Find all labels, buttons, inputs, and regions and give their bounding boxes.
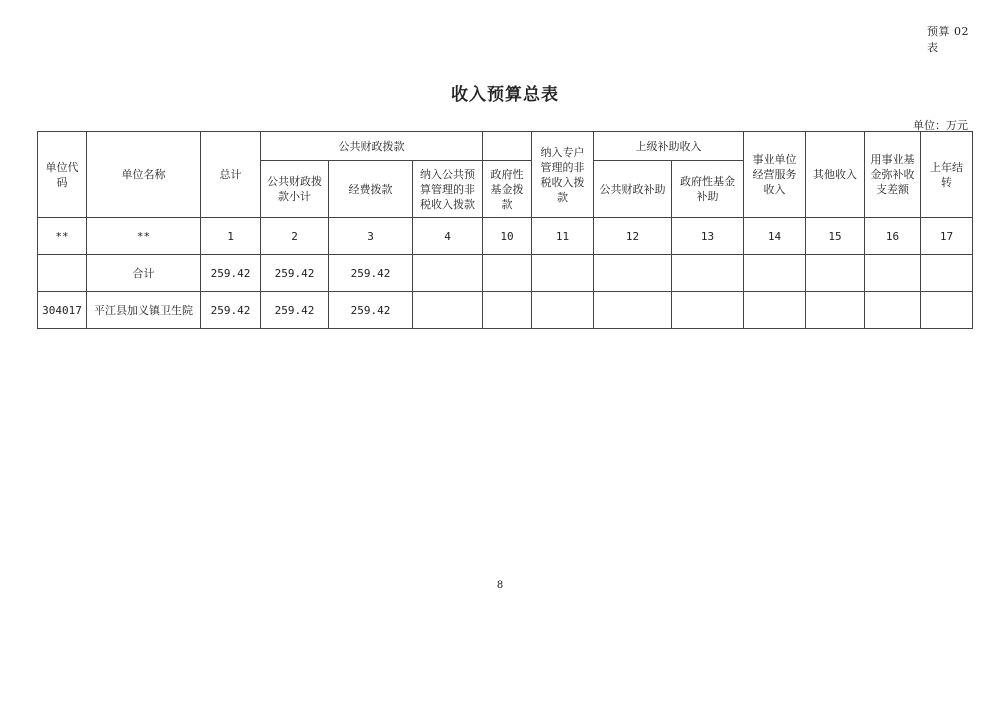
table-row [38,292,973,329]
empty-cell [594,255,672,292]
empty-cell [532,292,594,329]
total-label: 合计 [87,255,201,292]
total-code-cell [38,255,87,292]
row-funding-grant: 259.42 [329,292,413,329]
row-public-finance-subtotal: 259.42 [261,292,329,329]
income-budget-table [37,131,973,329]
empty-cell [806,255,865,292]
empty-cell [865,255,921,292]
empty-cell [532,255,594,292]
header-unit-code: 单位代码 [38,132,87,218]
column-index: 1 [201,218,261,255]
column-index: 4 [413,218,483,255]
empty-cell [483,292,532,329]
header-superior-subsidy: 上级补助收入 [594,132,744,161]
empty-cell [413,255,483,292]
empty-cell [483,255,532,292]
column-index: 10 [483,218,532,255]
empty-cell [594,292,672,329]
empty-cell [865,292,921,329]
column-index: 2 [261,218,329,255]
total-row [38,255,973,292]
header-non-tax-public: 纳入公共预算管理的非税收入拨款 [413,161,483,218]
column-index: 3 [329,218,413,255]
empty-cell [921,255,973,292]
header-public-finance: 公共财政拨款 [261,132,483,161]
header-public-finance-subtotal: 公共财政拨款小计 [261,161,329,218]
total-total: 259.42 [201,255,261,292]
empty-cell [806,292,865,329]
row-unit-code: 304017 [38,292,87,329]
header-superior-public-subsidy: 公共财政补助 [594,161,672,218]
empty-cell [744,255,806,292]
header-row-top [38,132,973,161]
column-index: ** [38,218,87,255]
column-index: 11 [532,218,594,255]
header-fund-compensation: 用事业基金弥补收支差额 [865,132,921,218]
form-code: 预算 02 表 [927,25,969,54]
column-index-row [38,218,973,255]
empty-cell [921,292,973,329]
header-carryover: 上年结转 [921,132,973,218]
empty-cell [672,255,744,292]
page-title: 收入预算总表 [451,85,559,105]
total-funding-grant: 259.42 [329,255,413,292]
column-index: 16 [865,218,921,255]
header-unit-name: 单位名称 [87,132,201,218]
header-superior-gov-fund-subsidy: 政府性基金补助 [672,161,744,218]
column-index: 14 [744,218,806,255]
header-gov-fund-grant: 政府性基金拨款 [483,161,532,218]
empty-cell [744,292,806,329]
column-index: 12 [594,218,672,255]
header-business-service-income: 事业单位经营服务收入 [744,132,806,218]
column-index: ** [87,218,201,255]
empty-cell [672,292,744,329]
row-unit-name: 平江县加义镇卫生院 [87,292,201,329]
row-total: 259.42 [201,292,261,329]
header-total: 总计 [201,132,261,218]
header-non-tax-special: 纳入专户管理的非税收入拨款 [532,132,594,218]
total-public-finance-subtotal: 259.42 [261,255,329,292]
empty-cell [413,292,483,329]
column-index: 13 [672,218,744,255]
unit-label: 单位：万元 [913,119,968,132]
header-blank [483,132,532,161]
header-funding-grant: 经费拨款 [329,161,413,218]
column-index: 17 [921,218,973,255]
column-index: 15 [806,218,865,255]
header-other-income: 其他收入 [806,132,865,218]
page-number: 8 [496,580,504,591]
